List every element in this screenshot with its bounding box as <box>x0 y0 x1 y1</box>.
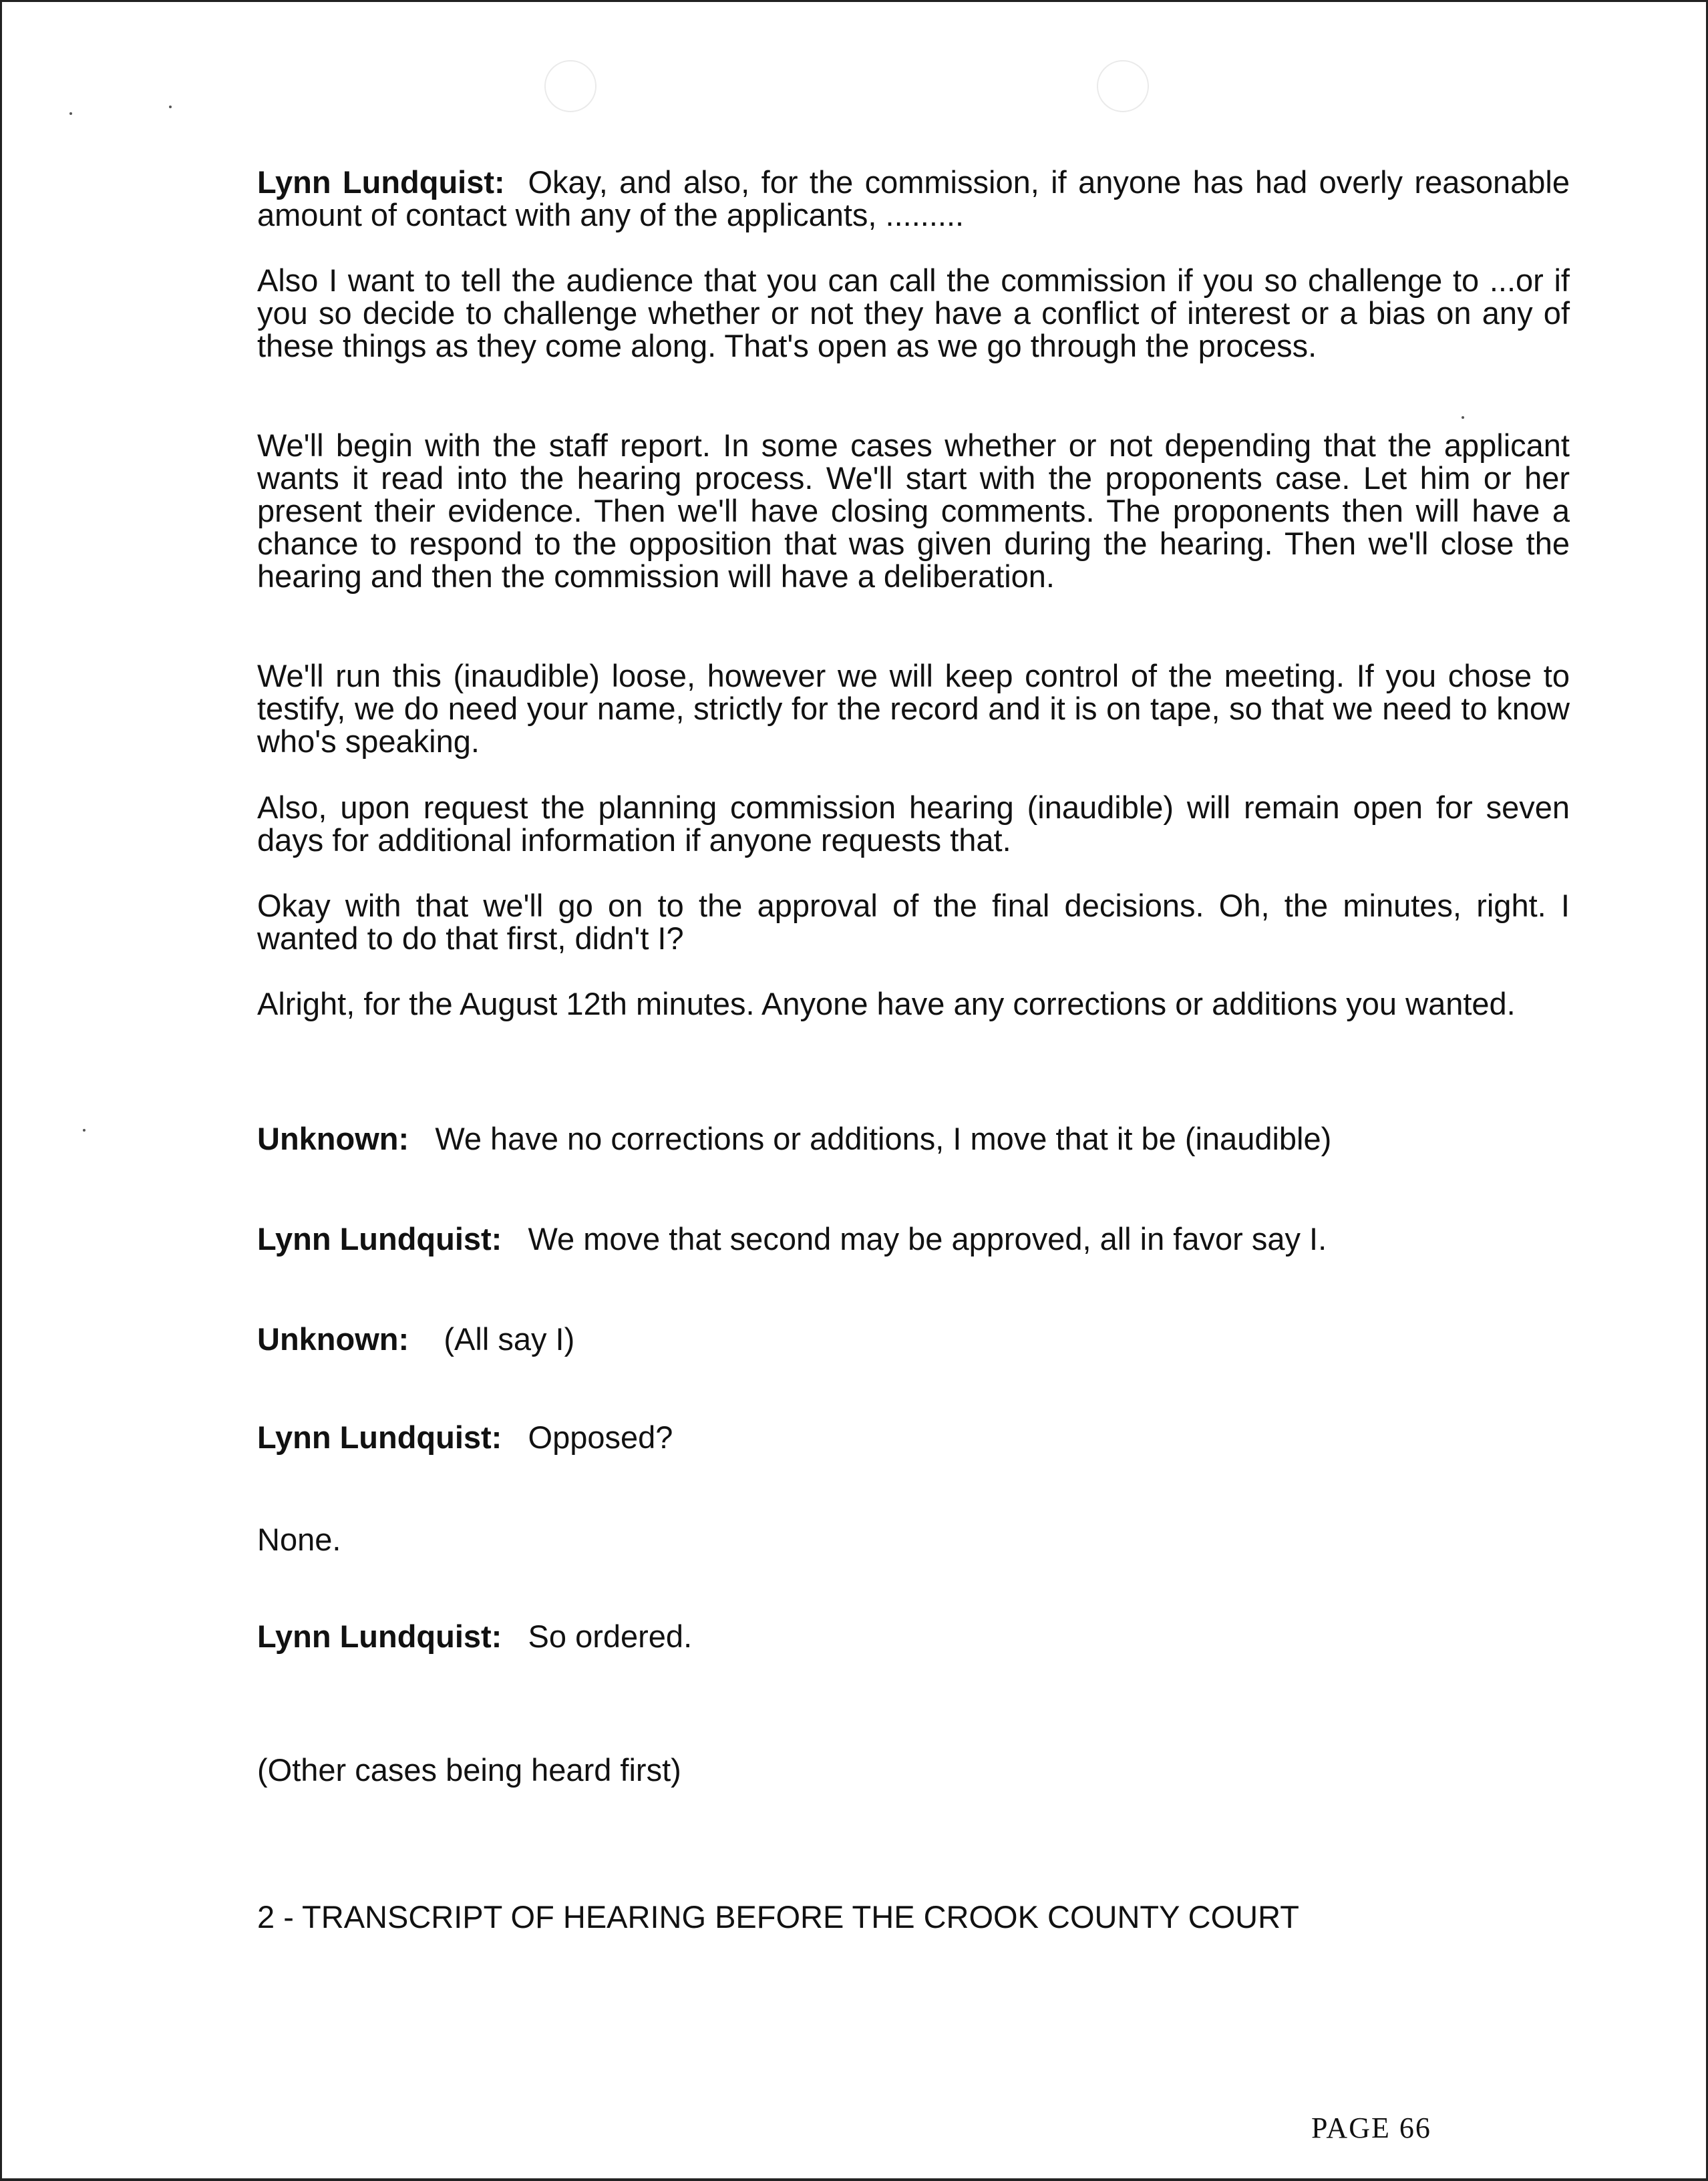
scan-speck <box>69 112 72 115</box>
paragraph-text: We'll begin with the staff report. In some cases whether or not depending that the applicant wants it read into the hearing process. We'll start with the proponents case. Let him or her present their evidence. Then we'll have closing comments. The proponents then will have a chance to respond to the opposition that was given during the hearing. Then we'll close the hearing and then the commission will have a deliberation. <box>257 428 1570 594</box>
paragraph-text: Also I want to tell the audience that you can call the commission if you so challenge to ...or if you so decide to challenge whether or not they have a conflict of interest or a bias on any of these things as they come along. That's open as we go through the process. <box>257 263 1570 363</box>
exchange-text: So ordered. <box>528 1619 693 1654</box>
paragraph-3 <box>257 429 1570 593</box>
exchange-2 <box>257 1222 1570 1255</box>
exchange-text: We move that second may be approved, all in favor say I. <box>528 1221 1327 1256</box>
exchange-5 <box>257 1523 1570 1556</box>
paragraph-5 <box>257 791 1570 856</box>
paragraph-text: Okay, and also, for the commission, if anyone has had overly reasonable amount of contact with any of the applicants, ......... <box>257 164 1570 232</box>
exchange-text: (All say I) <box>444 1321 575 1357</box>
paragraph-4 <box>257 659 1570 758</box>
paragraph-6 <box>257 889 1570 955</box>
punch-hole-right <box>1097 60 1149 112</box>
exchange-6 <box>257 1620 1570 1653</box>
bracket-note <box>257 1753 1570 1786</box>
page-number: PAGE 66 <box>1311 2112 1431 2144</box>
scan-speck <box>1462 416 1464 419</box>
paragraph-7 <box>257 987 1570 1020</box>
note-text: (Other cases being heard first) <box>257 1752 681 1788</box>
exchange-3 <box>257 1323 1570 1355</box>
paragraph-text: Also, upon request the planning commission hearing (inaudible) will remain open for seven days for additional information if anyone requests that. <box>257 790 1570 858</box>
speaker-label: Unknown: <box>257 1121 409 1156</box>
speaker-label: Lynn Lundquist: <box>257 1221 502 1256</box>
speaker-label: Lynn Lundquist: <box>257 1419 502 1455</box>
exchange-4 <box>257 1421 1570 1454</box>
exchange-text: We have no corrections or additions, I move that it be (inaudible) <box>435 1121 1332 1156</box>
speaker-label: Lynn Lundquist: <box>257 1619 502 1654</box>
speaker-label: Unknown: <box>257 1321 409 1357</box>
paragraph-1 <box>257 166 1570 231</box>
paragraph-text: Alright, for the August 12th minutes. Anyone have any corrections or additions you wanted. <box>257 986 1516 1021</box>
scan-speck <box>83 1129 86 1132</box>
scan-speck <box>169 106 172 108</box>
exchange-text: Opposed? <box>528 1419 673 1455</box>
punch-hole-left <box>544 60 596 112</box>
paragraph-text: We'll run this (inaudible) loose, however we will keep control of the meeting. If you chose to testify, we do need your name, strictly for the record and it is on tape, so that we need to know who's speaking. <box>257 658 1570 759</box>
exchange-text: None. <box>257 1522 341 1557</box>
paragraph-2 <box>257 264 1570 362</box>
speaker-label: Lynn Lundquist: <box>257 164 505 200</box>
footer-title: 2 - TRANSCRIPT OF HEARING BEFORE THE CROOK COUNTY COURT <box>257 1899 1299 1935</box>
exchange-1 <box>257 1122 1570 1155</box>
paragraph-text: Okay with that we'll go on to the approval of the final decisions. Oh, the minutes, right. I wanted to do that first, didn't I? <box>257 888 1570 956</box>
